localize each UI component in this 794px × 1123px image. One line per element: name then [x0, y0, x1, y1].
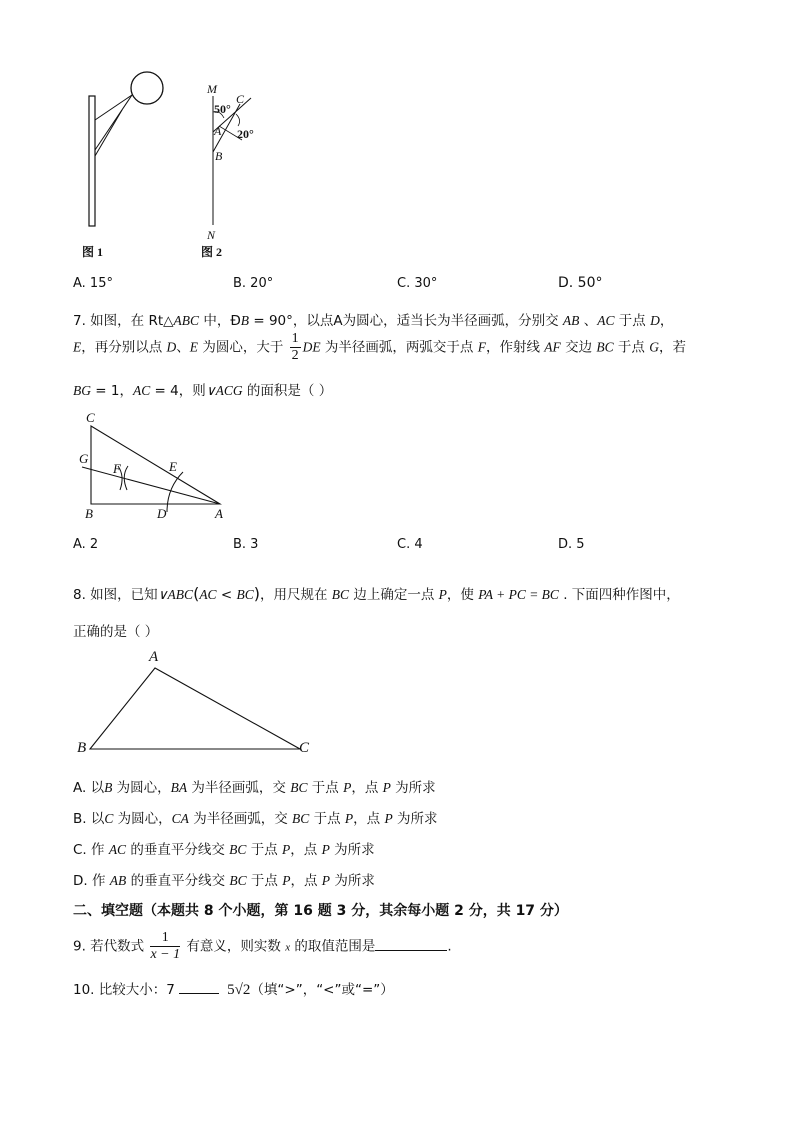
fig2-angle-20: 20°: [237, 127, 254, 141]
fig2-label-c: C: [236, 92, 245, 106]
q7-ray-af: [82, 467, 220, 504]
q9-line: 9. 若代数式 $\frac{1}{x - 1}$ 有意义，则实数 x 的取值范围是 .: [73, 930, 452, 962]
q7-option-d: D. 5: [558, 537, 585, 552]
fig2-label-b: B: [215, 149, 223, 163]
q7-label-c: C: [86, 410, 95, 425]
fig2-label-m: M: [207, 82, 217, 96]
section-2-heading: 二、填空题（本题共 8 个小题，第 16 题 3 分，其余每小题 2 分，共 17 分）: [73, 903, 568, 919]
q7-label-f: F: [113, 461, 121, 476]
q8-triangle: [90, 668, 300, 749]
q6-option-b: B. 20°: [233, 276, 274, 291]
q8-option-c: C. 作 AC 的垂直平分线交 BC 于点 P，点 P 为所求: [73, 842, 375, 858]
q7-label-d: D: [157, 506, 167, 521]
q7-fraction: $\frac{1}{2}$: [291, 331, 299, 363]
q7-line2: E，再分别以点 D、E 为圆心，大于 $\frac{1}{2}$ DE 为半径画弧，两弧交于点 F，作射线 AF 交边 BC 于点 G，若: [73, 331, 686, 363]
q7-label-b: B: [85, 506, 93, 521]
q10-radical: 5√2: [227, 982, 251, 998]
fig2-label-n: N: [207, 228, 216, 242]
q6-option-c: C. 30°: [397, 276, 438, 291]
q9-fraction: $\frac{1}{x - 1}$: [150, 930, 181, 962]
q6-option-d: D. 50°: [558, 275, 603, 291]
q8-option-b: B. 以C 为圆心，CA 为半径画弧，交 BC 于点 P，点 P 为所求: [73, 811, 438, 827]
fig2-angle-50: 50°: [214, 102, 231, 116]
q8-label-a: A: [149, 649, 159, 665]
q7-option-c: C. 4: [397, 537, 423, 552]
fig1-caption: 图 1: [82, 245, 104, 259]
q9-answer-blank[interactable]: [375, 936, 447, 951]
q8-label-c: C: [299, 740, 310, 756]
q8-label-b: B: [77, 740, 87, 756]
q8-option-d: D. 作 AB 的垂直平分线交 BC 于点 P，点 P 为所求: [73, 873, 375, 889]
top-figures: [60, 60, 280, 265]
q7-option-b: B. 3: [233, 537, 259, 552]
fig1-ball: [131, 72, 163, 104]
q7-option-a: A. 2: [73, 537, 99, 552]
q10-answer-blank[interactable]: [179, 979, 219, 994]
q7-line3: BG = 1，AC = 4，则∨ACG 的面积是（ ）: [73, 383, 333, 399]
q8-option-a: A. 以B 为圆心，BA 为半径画弧，交 BC 于点 P，点 P 为所求: [73, 780, 436, 796]
q7-triangle: [91, 426, 220, 504]
q8-line2: 正确的是（ ）: [73, 624, 159, 640]
q8-line1: 8. 如图，已知∨ABC(AC < BC)，用尺规在 BC 边上确定一点 P，使 PA + PC = BC . 下面四种作图中，: [73, 584, 680, 603]
q7-label-a: A: [215, 506, 223, 521]
q7-label-e: E: [169, 459, 177, 474]
fig2-label-a: A: [214, 124, 222, 138]
q7-label-g: G: [79, 451, 89, 466]
q6-option-a: A. 15°: [73, 276, 113, 291]
q10-line: 10. 比较大小：7 5√2（填“>”，“<”或“=”）: [73, 978, 394, 999]
q8-figure: [80, 660, 320, 760]
fig2-caption: 图 2: [201, 245, 223, 259]
fig1-pole: [89, 96, 95, 226]
q7-line1: 7. 如图，在 Rt△ABC 中，ÐB = 90°，以点A为圆心，适当长为半径画弧，分别交 AB 、AC 于点 D，: [73, 313, 674, 329]
